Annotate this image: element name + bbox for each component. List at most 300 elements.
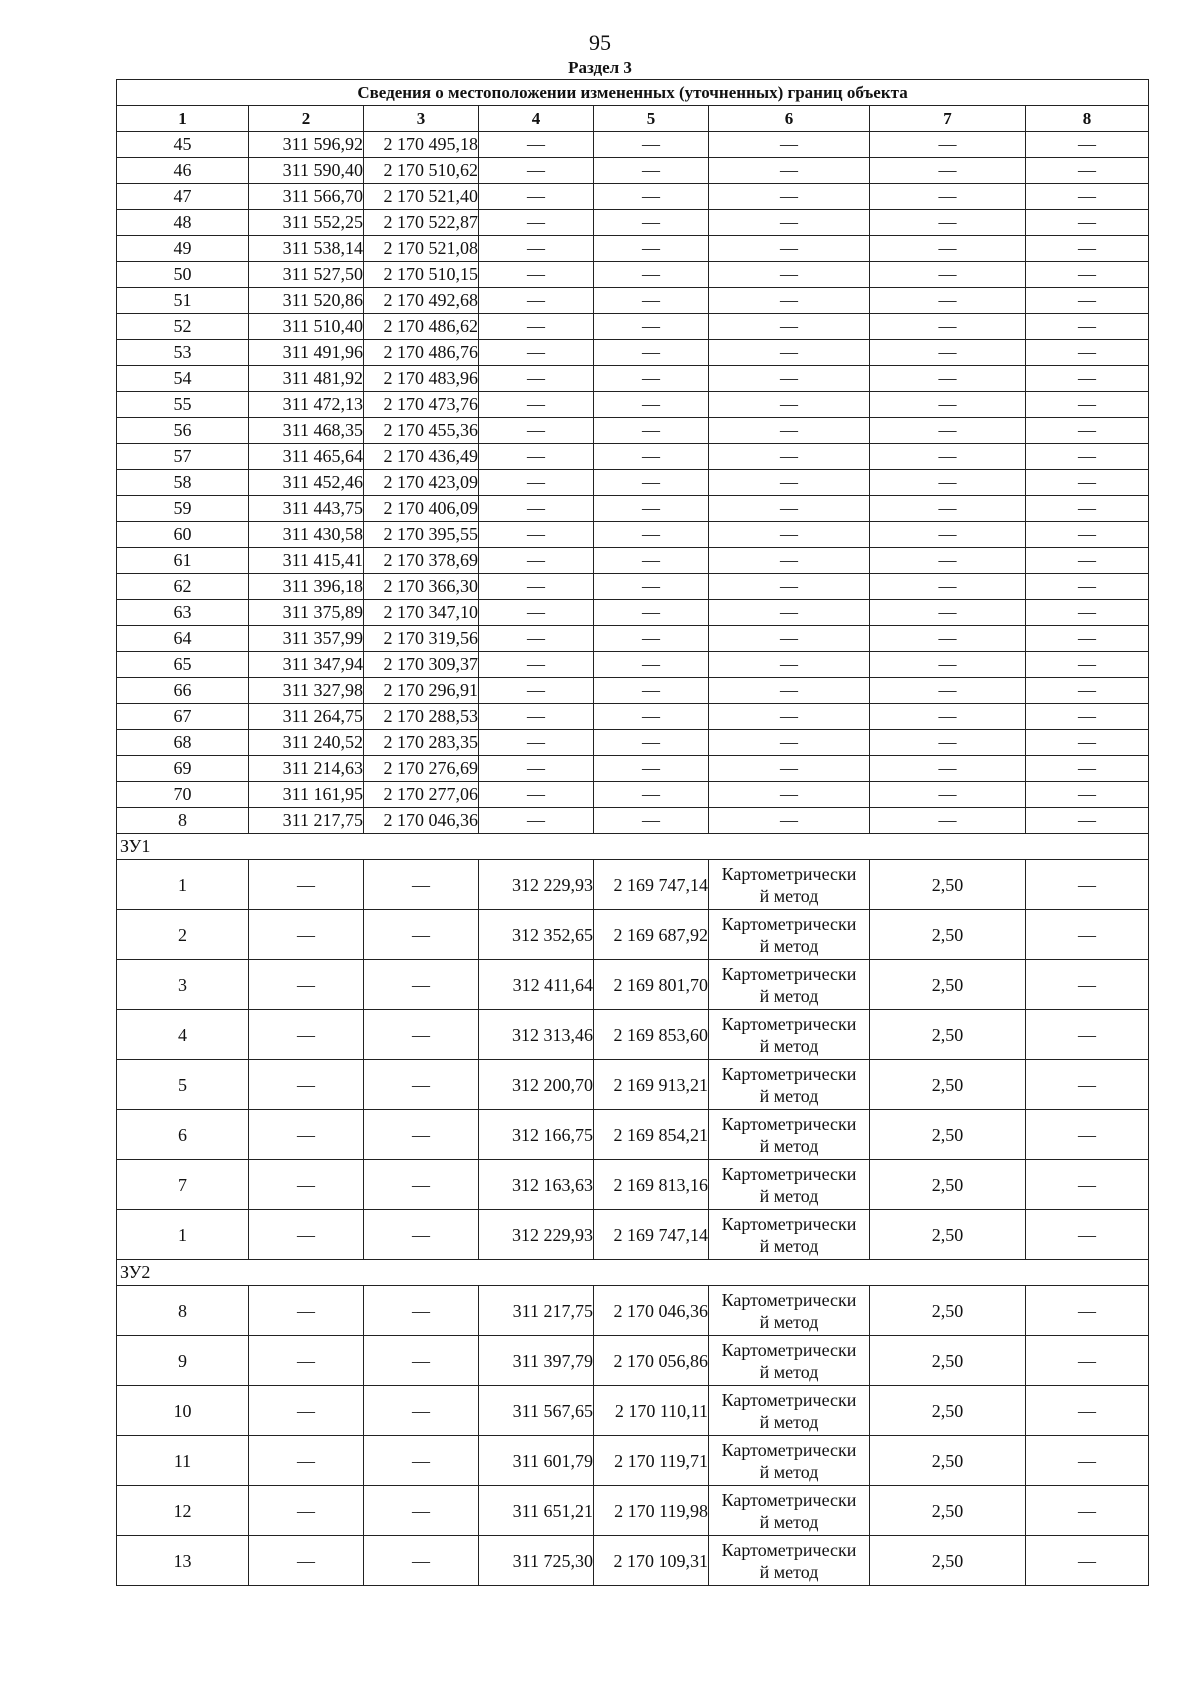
table-cell: — <box>1026 678 1149 704</box>
table-cell: 2 170 109,31 <box>594 1536 709 1586</box>
method-cell <box>709 1060 870 1110</box>
table-row <box>117 652 1149 678</box>
table-cell: 63 <box>117 600 249 626</box>
table-row <box>117 158 1149 184</box>
table-cell: — <box>709 574 870 600</box>
table-cell: — <box>1026 236 1149 262</box>
table-cell: — <box>479 262 594 288</box>
table-cell: 5 <box>117 1060 249 1110</box>
table-cell: 2 170 436,49 <box>364 444 479 470</box>
table-cell: — <box>870 470 1026 496</box>
group-label: ЗУ1 <box>117 834 1149 860</box>
table-row <box>117 1160 1149 1210</box>
table-row <box>117 1386 1149 1436</box>
method-line: й метод <box>759 1135 819 1156</box>
method-cell <box>709 910 870 960</box>
table-cell: — <box>870 730 1026 756</box>
table-cell: — <box>870 366 1026 392</box>
table-cell: 2 <box>117 910 249 960</box>
table-row <box>117 314 1149 340</box>
table-cell: — <box>249 1436 364 1486</box>
table-cell: — <box>870 288 1026 314</box>
table-cell: — <box>364 960 479 1010</box>
table-cell: 56 <box>117 418 249 444</box>
table-cell: 311 472,13 <box>249 392 364 418</box>
table-cell: 312 352,65 <box>479 910 594 960</box>
method-line: Картометрически <box>721 1013 857 1034</box>
method-line: Картометрически <box>721 1289 857 1310</box>
table-cell: 64 <box>117 626 249 652</box>
table-cell: 65 <box>117 652 249 678</box>
table-cell: 311 161,95 <box>249 782 364 808</box>
table-cell: 2 170 521,08 <box>364 236 479 262</box>
table-cell: 2 170 455,36 <box>364 418 479 444</box>
table-cell: 2 170 119,98 <box>594 1486 709 1536</box>
table-cell: — <box>1026 1060 1149 1110</box>
table-row <box>117 1536 1149 1586</box>
table-cell: 2 170 510,15 <box>364 262 479 288</box>
table-cell: — <box>709 236 870 262</box>
table-cell: — <box>1026 574 1149 600</box>
method-cell <box>709 1436 870 1486</box>
table-cell: — <box>1026 1336 1149 1386</box>
method-cell <box>709 1486 870 1536</box>
table-cell: — <box>594 314 709 340</box>
table-cell: — <box>594 626 709 652</box>
table-body <box>117 132 1149 1586</box>
method-cell <box>709 1110 870 1160</box>
table-cell: — <box>249 1110 364 1160</box>
table-cell: 2 170 283,35 <box>364 730 479 756</box>
method-cell <box>709 1286 870 1336</box>
table-cell: — <box>594 652 709 678</box>
column-header: 7 <box>870 106 1026 132</box>
table-cell: — <box>364 1110 479 1160</box>
table-cell: 46 <box>117 158 249 184</box>
method-line: Картометрически <box>721 863 857 884</box>
table-cell: 52 <box>117 314 249 340</box>
table-cell: — <box>594 470 709 496</box>
table-cell: 311 601,79 <box>479 1436 594 1486</box>
table-cell: — <box>1026 1386 1149 1436</box>
table-cell: 311 510,40 <box>249 314 364 340</box>
table-row <box>117 910 1149 960</box>
table-cell: — <box>870 418 1026 444</box>
table-cell: — <box>870 262 1026 288</box>
table-cell: 311 443,75 <box>249 496 364 522</box>
table-cell: 2 169 853,60 <box>594 1010 709 1060</box>
table-row <box>117 366 1149 392</box>
method-line: Картометрически <box>721 1339 857 1360</box>
method-line: Картометрически <box>721 913 857 934</box>
table-cell: 2 170 522,87 <box>364 210 479 236</box>
table-cell: — <box>1026 1160 1149 1210</box>
column-header: 4 <box>479 106 594 132</box>
table-cell: 2,50 <box>870 1060 1026 1110</box>
table-cell: 311 396,18 <box>249 574 364 600</box>
table-cell: — <box>479 782 594 808</box>
table-cell: 311 596,92 <box>249 132 364 158</box>
column-header-row <box>117 106 1149 132</box>
table-cell: — <box>870 626 1026 652</box>
table-cell: — <box>1026 910 1149 960</box>
table-cell: 312 313,46 <box>479 1010 594 1060</box>
method-line: Картометрически <box>721 1389 857 1410</box>
table-cell: 2 169 913,21 <box>594 1060 709 1110</box>
table-row <box>117 860 1149 910</box>
method-cell <box>709 1210 870 1260</box>
table-cell: 47 <box>117 184 249 210</box>
column-header: 5 <box>594 106 709 132</box>
table-cell: — <box>479 522 594 548</box>
table-cell: 311 357,99 <box>249 626 364 652</box>
table-cell: 312 166,75 <box>479 1110 594 1160</box>
table-cell: 311 725,30 <box>479 1536 594 1586</box>
table-row <box>117 960 1149 1010</box>
table-cell: — <box>870 600 1026 626</box>
table-cell: — <box>870 652 1026 678</box>
table-cell: — <box>479 470 594 496</box>
table-cell: — <box>1026 756 1149 782</box>
table-cell: 2 170 423,09 <box>364 470 479 496</box>
table-cell: — <box>479 444 594 470</box>
table-cell: 2 170 510,62 <box>364 158 479 184</box>
method-line: й метод <box>759 1035 819 1056</box>
table-cell: — <box>594 600 709 626</box>
method-cell <box>709 1010 870 1060</box>
table-cell: 2 170 309,37 <box>364 652 479 678</box>
table-cell: 2 169 747,14 <box>594 1210 709 1260</box>
table-cell: — <box>249 1536 364 1586</box>
table-cell: 3 <box>117 960 249 1010</box>
group-row <box>117 834 1149 860</box>
table-cell: 54 <box>117 366 249 392</box>
table-cell: — <box>870 392 1026 418</box>
table-cell: — <box>249 1486 364 1536</box>
table-cell: — <box>364 1060 479 1110</box>
table-row <box>117 574 1149 600</box>
table-cell: — <box>594 288 709 314</box>
table-row <box>117 1436 1149 1486</box>
table-cell: 11 <box>117 1436 249 1486</box>
table-cell: — <box>479 158 594 184</box>
table-cell: — <box>364 1010 479 1060</box>
table-cell: — <box>709 132 870 158</box>
table-cell: — <box>1026 522 1149 548</box>
table-cell: — <box>594 236 709 262</box>
table-row <box>117 1110 1149 1160</box>
table-cell: 2 170 347,10 <box>364 600 479 626</box>
table-cell: — <box>709 600 870 626</box>
table-cell: — <box>249 1336 364 1386</box>
table-cell: 311 347,94 <box>249 652 364 678</box>
table-cell: 2 170 046,36 <box>594 1286 709 1336</box>
column-header: 3 <box>364 106 479 132</box>
table-cell: 2,50 <box>870 1386 1026 1436</box>
table-cell: 311 397,79 <box>479 1336 594 1386</box>
table-cell: 12 <box>117 1486 249 1536</box>
table-cell: — <box>870 496 1026 522</box>
table-cell: — <box>479 366 594 392</box>
table-cell: — <box>594 730 709 756</box>
table-cell: — <box>1026 548 1149 574</box>
table-row <box>117 496 1149 522</box>
table-row <box>117 470 1149 496</box>
table-cell: 53 <box>117 340 249 366</box>
table-cell: — <box>709 522 870 548</box>
table-cell: — <box>709 366 870 392</box>
section-title: Раздел 3 <box>568 58 632 77</box>
table-cell: — <box>594 496 709 522</box>
table-cell: — <box>1026 392 1149 418</box>
table-cell: 60 <box>117 522 249 548</box>
table-cell: — <box>709 548 870 574</box>
boundary-table <box>116 79 1149 1586</box>
table-cell: — <box>709 158 870 184</box>
table-cell: — <box>870 704 1026 730</box>
table-cell: 311 651,21 <box>479 1486 594 1536</box>
table-cell: — <box>249 1060 364 1110</box>
method-line: й метод <box>759 1511 819 1532</box>
table-cell: — <box>1026 1436 1149 1486</box>
table-cell: — <box>364 1210 479 1260</box>
method-line: Картометрически <box>721 1213 857 1234</box>
table-cell: 311 327,98 <box>249 678 364 704</box>
table-cell: — <box>1026 1010 1149 1060</box>
table-cell: — <box>479 808 594 834</box>
table-cell: — <box>479 288 594 314</box>
table-cell: 2,50 <box>870 960 1026 1010</box>
table-cell: — <box>594 704 709 730</box>
table-cell: — <box>709 704 870 730</box>
method-cell <box>709 1336 870 1386</box>
table-cell: — <box>249 1286 364 1336</box>
table-cell: — <box>870 184 1026 210</box>
table-cell: — <box>594 678 709 704</box>
table-cell: 45 <box>117 132 249 158</box>
table-cell: — <box>479 314 594 340</box>
table-cell: — <box>479 418 594 444</box>
table-cell: — <box>870 756 1026 782</box>
page-number: 95 <box>589 30 611 55</box>
table-cell: — <box>479 236 594 262</box>
table-cell: — <box>594 444 709 470</box>
table-cell: — <box>594 808 709 834</box>
table-row <box>117 782 1149 808</box>
table-cell: 55 <box>117 392 249 418</box>
method-line: й метод <box>759 1411 819 1432</box>
table-cell: — <box>1026 1210 1149 1260</box>
table-cell: 2,50 <box>870 1210 1026 1260</box>
table-cell: 2 170 473,76 <box>364 392 479 418</box>
table-cell: — <box>1026 132 1149 158</box>
table-cell: 62 <box>117 574 249 600</box>
table-cell: 2 169 687,92 <box>594 910 709 960</box>
table-cell: — <box>709 340 870 366</box>
table-cell: 69 <box>117 756 249 782</box>
table-cell: — <box>594 158 709 184</box>
table-cell: 2 170 277,06 <box>364 782 479 808</box>
table-cell: 2 170 395,55 <box>364 522 479 548</box>
table-row <box>117 444 1149 470</box>
table-row <box>117 236 1149 262</box>
table-cell: — <box>709 730 870 756</box>
table-cell: — <box>1026 1486 1149 1536</box>
table-cell: 68 <box>117 730 249 756</box>
table-cell: 61 <box>117 548 249 574</box>
table-cell: 2 169 854,21 <box>594 1110 709 1160</box>
table-cell: — <box>249 1386 364 1436</box>
table-cell: — <box>479 340 594 366</box>
table-cell: 67 <box>117 704 249 730</box>
table-cell: 311 217,75 <box>479 1286 594 1336</box>
method-line: Картометрически <box>721 963 857 984</box>
method-line: й метод <box>759 1461 819 1482</box>
table-cell: — <box>709 262 870 288</box>
table-cell: 311 264,75 <box>249 704 364 730</box>
table-cell: 311 214,63 <box>249 756 364 782</box>
method-line: Картометрически <box>721 1439 857 1460</box>
table-cell: — <box>479 652 594 678</box>
table-row <box>117 548 1149 574</box>
table-cell: 2 170 492,68 <box>364 288 479 314</box>
table-cell: — <box>594 756 709 782</box>
table-cell: — <box>709 314 870 340</box>
table-cell: 311 566,70 <box>249 184 364 210</box>
table-cell: 2 170 406,09 <box>364 496 479 522</box>
table-cell: 311 430,58 <box>249 522 364 548</box>
table-cell: 311 375,89 <box>249 600 364 626</box>
table-cell: 311 520,86 <box>249 288 364 314</box>
table-cell: 10 <box>117 1386 249 1436</box>
method-line: й метод <box>759 885 819 906</box>
table-cell: — <box>1026 184 1149 210</box>
table-row <box>117 1010 1149 1060</box>
table-cell: 1 <box>117 1210 249 1260</box>
table-row <box>117 1486 1149 1536</box>
table-row <box>117 132 1149 158</box>
table-cell: 2 170 319,56 <box>364 626 479 652</box>
table-cell: — <box>364 1536 479 1586</box>
table-cell: — <box>1026 1536 1149 1586</box>
table-cell: — <box>364 910 479 960</box>
column-header: 1 <box>117 106 249 132</box>
table-cell: — <box>870 522 1026 548</box>
table-cell: — <box>870 314 1026 340</box>
table-row <box>117 184 1149 210</box>
method-cell <box>709 860 870 910</box>
table-row <box>117 418 1149 444</box>
table-cell: 58 <box>117 470 249 496</box>
table-cell: 2,50 <box>870 1010 1026 1060</box>
table-cell: — <box>479 600 594 626</box>
table-cell: — <box>364 1386 479 1436</box>
method-line: й метод <box>759 935 819 956</box>
table-cell: 2 170 296,91 <box>364 678 479 704</box>
table-cell: — <box>594 548 709 574</box>
table-cell: — <box>479 548 594 574</box>
table-cell: 70 <box>117 782 249 808</box>
table-cell: 2 170 366,30 <box>364 574 479 600</box>
table-cell: — <box>1026 860 1149 910</box>
table-cell: — <box>594 574 709 600</box>
table-cell: — <box>479 392 594 418</box>
table-cell: — <box>249 1210 364 1260</box>
table-cell: 2 170 486,76 <box>364 340 479 366</box>
table-cell: — <box>709 184 870 210</box>
table-cell: — <box>870 678 1026 704</box>
method-line: й метод <box>759 1361 819 1382</box>
method-line: й метод <box>759 1085 819 1106</box>
table-cell: — <box>479 678 594 704</box>
table-cell: 2,50 <box>870 1436 1026 1486</box>
method-cell <box>709 1160 870 1210</box>
table-cell: 311 567,65 <box>479 1386 594 1436</box>
column-header: 2 <box>249 106 364 132</box>
table-cell: — <box>709 288 870 314</box>
table-cell: 2,50 <box>870 1536 1026 1586</box>
table-cell: — <box>479 704 594 730</box>
table-cell: — <box>364 1336 479 1386</box>
table-row <box>117 1336 1149 1386</box>
table-cell: 311 452,46 <box>249 470 364 496</box>
table-cell: 2,50 <box>870 1160 1026 1210</box>
table-cell: — <box>1026 210 1149 236</box>
table-cell: — <box>870 210 1026 236</box>
method-line: й метод <box>759 1311 819 1332</box>
table-cell: — <box>479 496 594 522</box>
table-cell: 9 <box>117 1336 249 1386</box>
table-cell: 13 <box>117 1536 249 1586</box>
table-cell: — <box>479 730 594 756</box>
table-row <box>117 392 1149 418</box>
table-cell: 311 415,41 <box>249 548 364 574</box>
table-cell: — <box>870 574 1026 600</box>
table-cell: 311 468,35 <box>249 418 364 444</box>
table-cell: — <box>479 132 594 158</box>
table-cell: — <box>870 158 1026 184</box>
table-cell: 4 <box>117 1010 249 1060</box>
table-cell: 2 170 483,96 <box>364 366 479 392</box>
table-cell: 2,50 <box>870 1286 1026 1336</box>
table-cell: — <box>249 960 364 1010</box>
method-line: й метод <box>759 1185 819 1206</box>
table-cell: — <box>479 210 594 236</box>
table-cell: 51 <box>117 288 249 314</box>
method-line: й метод <box>759 1235 819 1256</box>
table-cell: 311 590,40 <box>249 158 364 184</box>
table-cell: 2 170 119,71 <box>594 1436 709 1486</box>
table-cell: 2 170 486,62 <box>364 314 479 340</box>
table-row <box>117 288 1149 314</box>
table-cell: 312 163,63 <box>479 1160 594 1210</box>
table-cell: — <box>709 496 870 522</box>
table-cell: — <box>709 652 870 678</box>
table-cell: — <box>594 392 709 418</box>
table-cell: 2 170 110,11 <box>594 1386 709 1436</box>
table-cell: — <box>1026 158 1149 184</box>
table-cell: 311 538,14 <box>249 236 364 262</box>
table-cell: — <box>1026 496 1149 522</box>
table-cell: — <box>594 132 709 158</box>
table-cell: — <box>709 626 870 652</box>
table-row <box>117 210 1149 236</box>
table-row <box>117 704 1149 730</box>
table-cell: — <box>1026 470 1149 496</box>
table-cell: 8 <box>117 1286 249 1336</box>
table-cell: — <box>479 626 594 652</box>
table-cell: — <box>594 366 709 392</box>
